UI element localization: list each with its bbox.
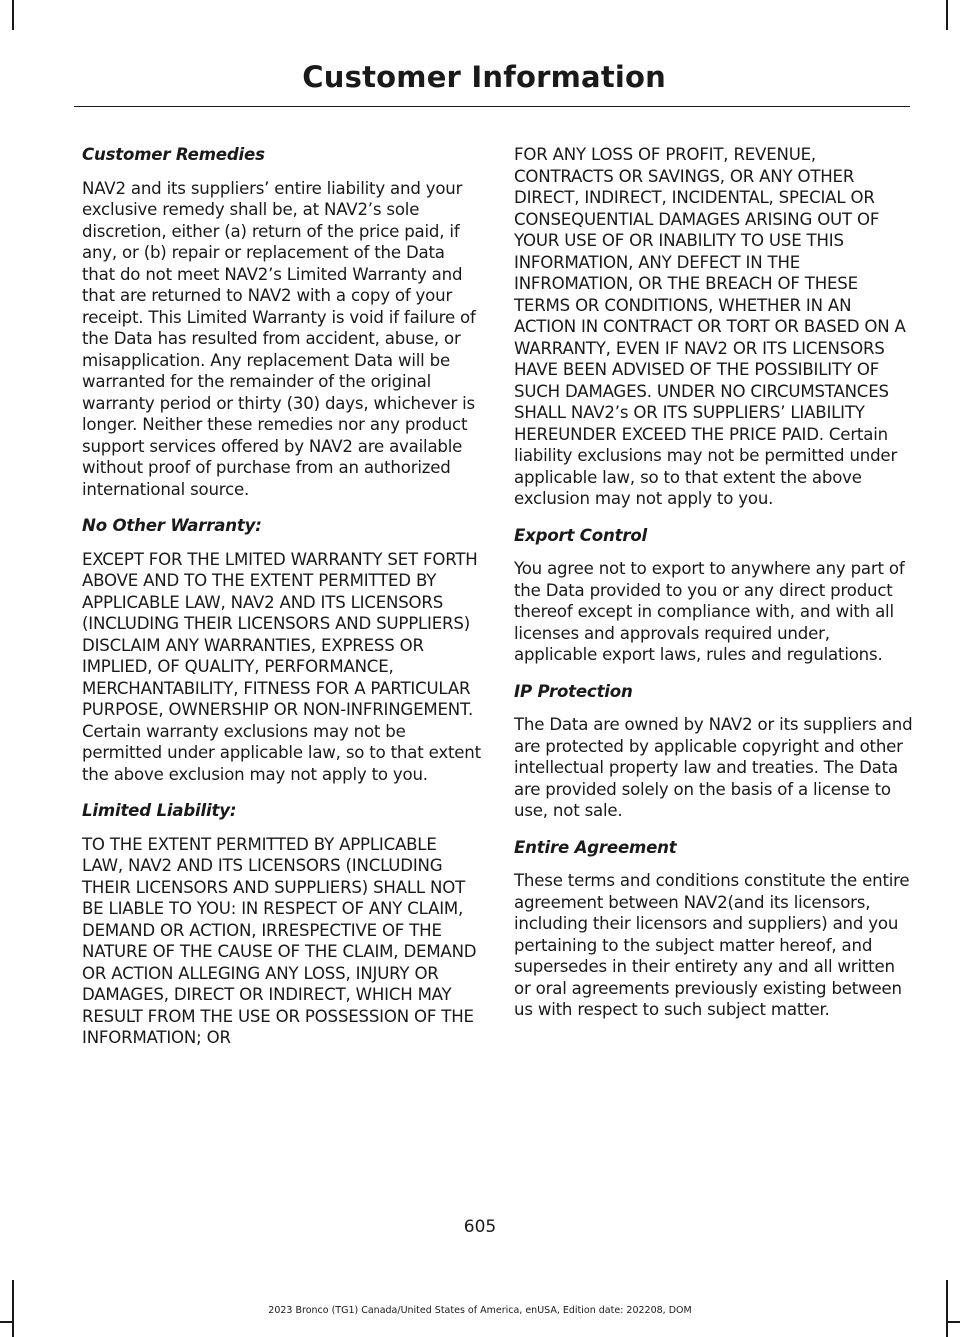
- page-number: 605: [463, 1217, 497, 1237]
- section-body-limited-liability: TO THE EXTENT PERMITTED BY APPLICABLE LAW, NAV2 AND ITS LICENSORS (INCLUDING THEIR LICENSORS AND SUPPLIERS) SHALL NOT BE LIABLE TO YOU: IN RESPECT OF ANY CLAIM, DEMAND OR ACTION, IRRESPECTIVE OF THE NATURE OF THE CAUSE OF THE CLAIM, DEMAND OR ACTION ALLEGING ANY LOSS, INJURY OR DAMAGES, DIRECT OR INDIRECT, WHICH MAY RESULT FROM THE USE OR POSSESSION OF THE INFORMATION; OR: [82, 834, 477, 1047]
- section-heading-no-other-warranty: No Other Warranty:: [82, 516, 262, 535]
- section-body-export-control: You agree not to export to anywhere any part of the Data provided to you or any direct product thereof except in compliance with, and with all licenses and approvals required under, applicable export laws, rules and regulations.: [514, 559, 905, 664]
- header-divider: [74, 106, 910, 107]
- right-column: [514, 144, 914, 1036]
- crop-mark-bottom-left-h: [0, 1321, 12, 1323]
- page-title: Customer Information: [302, 60, 666, 94]
- crop-mark-top-left: [12, 0, 14, 30]
- section-heading-entire-agreement: Entire Agreement: [514, 837, 677, 857]
- section-heading-export-control: Export Control: [514, 525, 648, 545]
- section-body-limited-liability-continued: FOR ANY LOSS OF PROFIT, REVENUE, CONTRACTS OR SAVINGS, OR ANY OTHER DIRECT, INDIRECT, INCIDENTAL, SPECIAL OR CONSEQUENTIAL DAMAGES ARISING OUT OF YOUR USE OF OR INABILITY TO USE THIS INFORMATION, ANY DEFECT IN THE INFROMATION, OR THE BREACH OF THESE TERMS OR CONDITIONS, WHETHER IN AN ACTION IN CONTRACT OR TORT OR BASED ON A WARRANTY, EVEN IF NAV2 OR ITS LICENSORS HAVE BEEN ADVISED OF THE POSSIBILITY OF SUCH DAMAGES. UNDER NO CIRCUMSTANCES SHALL NAV2’s OR ITS SUPPLIERS’ LIABILITY HEREUNDER EXCEED THE PRICE PAID. Certain liability exclusions may not be permitted under applicable law, so to that extent the above exclusion may not apply to you.: [514, 145, 906, 508]
- left-column: [82, 144, 482, 1064]
- section-body-no-other-warranty: EXCEPT FOR THE LMITED WARRANTY SET FORTH ABOVE AND TO THE EXTENT PERMITTED BY APPLICABLE LAW, NAV2 AND ITS LICENSORS (INCLUDING THEIR LICENSORS AND SUPPLIERS) DISCLAIM ANY WARRANTIES, EXPRESS OR IMPLIED, OF QUALITY, PERFORMANCE, MERCHANTABILITY, FITNESS FOR A PARTICULAR PURPOSE, OWNERSHIP OR NON-INFRINGEMENT. Certain warranty exclusions may not be permitted under applicable law, so to that extent the above exclusion may not apply to you.: [82, 549, 481, 784]
- section-heading-customer-remedies: Customer Remedies: [82, 145, 265, 164]
- edition-footer: 2023 Bronco (TG1) Canada/United States of America, enUSA, Edition date: 202208, DOM: [268, 1305, 692, 1316]
- section-body-ip-protection: The Data are owned by NAV2 or its suppliers and are protected by applicable copyright and other intellectual property law and treaties. The Data are provided solely on the basis of a license to use, not sale.: [514, 715, 913, 820]
- section-body-entire-agreement: These terms and conditions constitute the entire agreement between NAV2(and its licensors, including their licensors and suppliers) and you pertaining to the subject matter hereof, and supersedes in their entirety any and all written or oral agreements previously existing between us with respect to such subject matter.: [514, 871, 910, 1019]
- section-heading-ip-protection: IP Protection: [514, 681, 633, 701]
- crop-mark-top-right: [946, 0, 948, 30]
- section-heading-limited-liability: Limited Liability:: [82, 801, 237, 820]
- crop-mark-bottom-right-h: [946, 1321, 960, 1323]
- section-body-customer-remedies: NAV2 and its suppliers’ entire liability and your exclusive remedy shall be, at NAV2’s sole discretion, either (a) return of the price paid, if any, or (b) repair or replacement of the Data that do not meet NAV2’s Limited Warranty and that are returned to NAV2 with a copy of your receipt. This Limited Warranty is void if failure of the Data has resulted from accident, abuse, or misapplication. Any replacement Data will be warranted for the remainder of the original warranty period or thirty (30) days, whichever is longer. Neither these remedies nor any product support services offered by NAV2 are available without proof of purchase from an authorized international source.: [82, 178, 476, 499]
